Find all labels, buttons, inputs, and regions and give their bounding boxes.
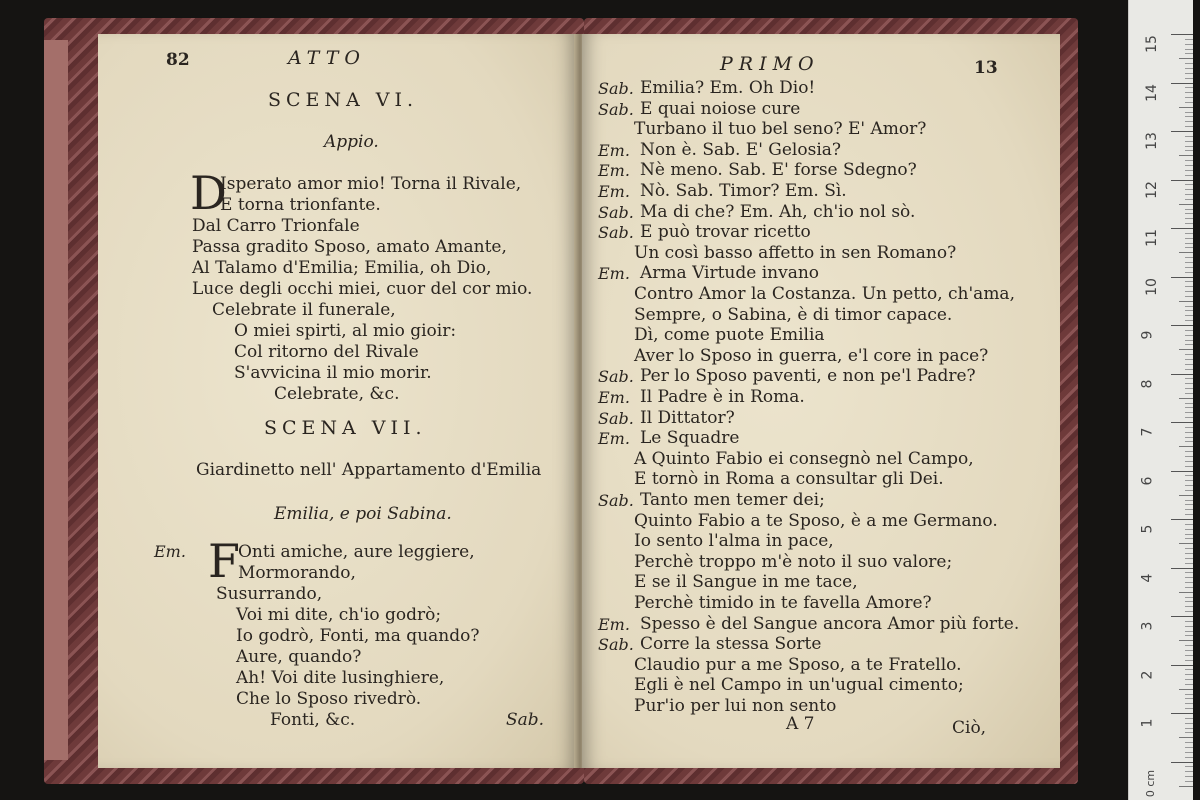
- ruler-tick: [1185, 150, 1193, 151]
- dialogue-line: Le Squadre: [640, 428, 740, 448]
- ruler-tick: [1185, 170, 1193, 171]
- ruler-tick: [1179, 252, 1193, 253]
- ruler-tick: [1185, 669, 1193, 670]
- ruler-number: 1: [1139, 718, 1156, 728]
- dialogue-line: Tanto men temer dei;: [640, 490, 825, 510]
- ruler-tick: [1185, 606, 1193, 607]
- ruler-tick: [1179, 640, 1193, 641]
- dialogue-line: Per lo Sposo paventi, e non pe'l Padre?: [640, 366, 976, 386]
- ruler-tick: [1179, 689, 1193, 690]
- ruler-tick: [1185, 601, 1193, 602]
- ruler-tick: [1185, 553, 1193, 554]
- ruler-tick: [1185, 102, 1193, 103]
- ruler-tick: [1185, 417, 1193, 418]
- ruler-tick: [1185, 383, 1193, 384]
- ruler-tick: [1171, 325, 1193, 326]
- dialogue-line: Aver lo Sposo in guerra, e'l core in pace?: [634, 346, 989, 366]
- ruler-tick: [1185, 742, 1193, 743]
- dialogue-line: Turbano il tuo bel seno? E' Amor?: [634, 119, 927, 139]
- ruler-tick: [1185, 272, 1193, 273]
- character-list: Emilia, e poi Sabina.: [274, 504, 452, 524]
- ruler-number: 7: [1139, 427, 1156, 437]
- scene-heading: SCENA VI.: [268, 89, 419, 111]
- ruler-tick: [1185, 548, 1193, 549]
- verse-line: Io godrò, Fonti, ma quando?: [236, 626, 480, 646]
- running-header: ATTO: [288, 47, 366, 69]
- dialogue-line: Corre la stessa Sorte: [640, 634, 822, 654]
- ruler-tick: [1179, 301, 1193, 302]
- page-number: 13: [974, 58, 998, 78]
- ruler-number: 10: [1143, 278, 1160, 296]
- verse-line: Celebrate il funerale,: [212, 300, 396, 320]
- ruler-tick: [1185, 771, 1193, 772]
- ruler-tick: [1185, 296, 1193, 297]
- speaker-label: Em.: [598, 182, 630, 201]
- ruler-tick: [1185, 310, 1193, 311]
- scene-setting: Giardinetto nell' Appartamento d'Emilia: [196, 460, 542, 480]
- ruler-tick: [1185, 461, 1193, 462]
- ruler-tick: [1185, 679, 1193, 680]
- ruler-tick: [1185, 597, 1193, 598]
- ruler-tick: [1185, 218, 1193, 219]
- speaker-label: Sab.: [598, 100, 634, 119]
- ruler-tick: [1185, 97, 1193, 98]
- ruler-tick: [1185, 92, 1193, 93]
- ruler-tick: [1185, 752, 1193, 753]
- verse-line: Passa gradito Sposo, amato Amante,: [192, 237, 507, 257]
- ruler-tick: [1185, 456, 1193, 457]
- ruler-tick: [1185, 412, 1193, 413]
- drop-cap: F: [208, 534, 240, 588]
- verse-line: Susurrando,: [216, 584, 323, 604]
- ruler-tick: [1185, 655, 1193, 656]
- speaker-label: Em.: [598, 388, 630, 407]
- ruler-tick: [1179, 446, 1193, 447]
- ruler-tick: [1185, 160, 1193, 161]
- ruler-tick: [1185, 369, 1193, 370]
- ruler-tick: [1185, 78, 1193, 79]
- ruler-tick: [1185, 529, 1193, 530]
- ruler-tick: [1171, 228, 1193, 229]
- dialogue-line: Contro Amor la Costanza. Un petto, ch'ama,: [634, 284, 1015, 304]
- verse-line: O miei spirti, al mio gioir:: [234, 321, 457, 341]
- ruler-tick: [1185, 645, 1193, 646]
- ruler-tick: [1185, 631, 1193, 632]
- ruler-tick: [1185, 199, 1193, 200]
- ruler-tick: [1185, 582, 1193, 583]
- dialogue-line: Il Padre è in Roma.: [640, 387, 805, 407]
- ruler-tick: [1171, 713, 1193, 714]
- ruler-tick: [1185, 112, 1193, 113]
- verse-line: Voi mi dite, ch'io godrò;: [236, 605, 442, 625]
- ruler-tick: [1171, 422, 1193, 423]
- dialogue-line: E se il Sangue in me tace,: [634, 572, 858, 592]
- verse-line: Luce degli occhi miei, cuor del cor mio.: [192, 279, 533, 299]
- ruler-tick: [1185, 728, 1193, 729]
- verse-line: Fonti, &c.: [270, 710, 356, 730]
- ruler-number: 3: [1139, 621, 1156, 631]
- ruler-tick: [1185, 708, 1193, 709]
- character-name: Appio.: [324, 132, 379, 152]
- speaker-label: Sab.: [598, 409, 634, 428]
- ruler-tick: [1179, 398, 1193, 399]
- ruler-unit: 0 cm: [1144, 769, 1158, 798]
- measurement-ruler: [1128, 0, 1193, 800]
- cover-edge: [44, 40, 68, 760]
- ruler-tick: [1185, 281, 1193, 282]
- ruler-tick: [1179, 495, 1193, 496]
- dialogue-line: Nò. Sab. Timor? Em. Sì.: [640, 181, 847, 201]
- dialogue-line: E può trovar ricetto: [640, 222, 811, 242]
- speaker-label: Sab.: [598, 79, 634, 98]
- verse-line: Onti amiche, aure leggiere,: [238, 542, 475, 562]
- dialogue-line: Spesso è del Sangue ancora Amor più forte.: [640, 614, 1020, 634]
- verse-line: Col ritorno del Rivale: [234, 342, 419, 362]
- ruler-tick: [1185, 781, 1193, 782]
- ruler-tick: [1185, 63, 1193, 64]
- ruler-tick: [1185, 335, 1193, 336]
- ruler-tick: [1185, 146, 1193, 147]
- ruler-tick: [1185, 475, 1193, 476]
- ruler-tick: [1185, 480, 1193, 481]
- ruler-tick: [1185, 257, 1193, 258]
- dialogue-line: Ma di che? Em. Ah, ch'io nol sò.: [640, 202, 916, 222]
- ruler-number: 5: [1139, 524, 1156, 534]
- signature-mark: A 7: [786, 714, 815, 734]
- ruler-tick: [1179, 349, 1193, 350]
- ruler-tick: [1185, 213, 1193, 214]
- ruler-tick: [1179, 737, 1193, 738]
- ruler-tick: [1185, 306, 1193, 307]
- ruler-tick: [1185, 315, 1193, 316]
- ruler-tick: [1185, 44, 1193, 45]
- ruler-tick: [1185, 209, 1193, 210]
- left-page: [98, 34, 576, 768]
- ruler-tick: [1185, 49, 1193, 50]
- ruler-tick: [1185, 393, 1193, 394]
- ruler-tick: [1185, 359, 1193, 360]
- dialogue-line: Nè meno. Sab. E' forse Sdegno?: [640, 160, 917, 180]
- ruler-tick: [1185, 267, 1193, 268]
- speaker-label: Em.: [598, 615, 630, 634]
- ruler-tick: [1185, 238, 1193, 239]
- ruler-tick: [1185, 694, 1193, 695]
- speaker-label: Em.: [598, 264, 630, 283]
- ruler-tick: [1185, 291, 1193, 292]
- ruler-tick: [1185, 233, 1193, 234]
- ruler-tick: [1185, 611, 1193, 612]
- ruler-tick: [1185, 73, 1193, 74]
- verse-line: Aure, quando?: [236, 647, 362, 667]
- speaker-label: Sab.: [598, 203, 634, 222]
- verse-line: Isperato amor mio! Torna il Rivale,: [220, 174, 522, 194]
- ruler-tick: [1185, 364, 1193, 365]
- ruler-tick: [1185, 407, 1193, 408]
- ruler-number: 12: [1143, 181, 1160, 199]
- dialogue-line: Quinto Fabio a te Sposo, è a me Germano.: [634, 511, 998, 531]
- ruler-number: 13: [1143, 132, 1160, 150]
- verse-line: Che lo Sposo rivedrò.: [236, 689, 422, 709]
- ruler-number: 2: [1139, 670, 1156, 680]
- ruler-tick: [1185, 320, 1193, 321]
- ruler-tick: [1185, 766, 1193, 767]
- verse-line: Al Talamo d'Emilia; Emilia, oh Dio,: [192, 258, 492, 278]
- ruler-tick: [1185, 660, 1193, 661]
- ruler-tick: [1185, 437, 1193, 438]
- ruler-tick: [1185, 243, 1193, 244]
- ruler-tick: [1171, 83, 1193, 84]
- ruler-tick: [1185, 344, 1193, 345]
- drop-cap: D: [190, 166, 227, 220]
- ruler-tick: [1179, 155, 1193, 156]
- ruler-tick: [1171, 568, 1193, 569]
- ruler-number: 4: [1139, 573, 1156, 583]
- ruler-tick: [1179, 58, 1193, 59]
- ruler-tick: [1185, 500, 1193, 501]
- dialogue-line: Sempre, o Sabina, è di timor capace.: [634, 305, 953, 325]
- ruler-tick: [1185, 141, 1193, 142]
- ruler-tick: [1185, 165, 1193, 166]
- verse-line: Ah! Voi dite lusinghiere,: [236, 668, 445, 688]
- ruler-tick: [1185, 388, 1193, 389]
- speaker-label: Em.: [154, 542, 186, 561]
- ruler-tick: [1185, 732, 1193, 733]
- dialogue-line: Dì, come puote Emilia: [634, 325, 825, 345]
- ruler-tick: [1185, 378, 1193, 379]
- dialogue-line: Perchè troppo m'è noto il suo valore;: [634, 552, 953, 572]
- dialogue-line: Un così basso affetto in sen Romano?: [634, 243, 957, 263]
- ruler-tick: [1185, 757, 1193, 758]
- ruler-tick: [1185, 340, 1193, 341]
- ruler-tick: [1185, 703, 1193, 704]
- ruler-tick: [1185, 577, 1193, 578]
- page-number: 82: [166, 50, 190, 70]
- ruler-tick: [1185, 718, 1193, 719]
- catchword: Ciò,: [952, 718, 987, 738]
- ruler-tick: [1185, 514, 1193, 515]
- scene-heading: SCENA VII.: [264, 417, 427, 439]
- ruler-number: 15: [1143, 35, 1160, 53]
- verse-line: Dal Carro Trionfale: [192, 216, 360, 236]
- dialogue-line: Il Dittator?: [640, 408, 735, 428]
- ruler-tick: [1185, 572, 1193, 573]
- ruler-tick: [1171, 665, 1193, 666]
- ruler-tick: [1185, 626, 1193, 627]
- speaker-label: Sab.: [598, 367, 634, 386]
- ruler-tick: [1185, 136, 1193, 137]
- ruler-tick: [1185, 354, 1193, 355]
- ruler-tick: [1185, 39, 1193, 40]
- ruler-tick: [1185, 441, 1193, 442]
- ruler-number: 8: [1139, 379, 1156, 389]
- speaker-label: Em.: [598, 161, 630, 180]
- ruler-tick: [1185, 538, 1193, 539]
- ruler-tick: [1185, 587, 1193, 588]
- ruler-tick: [1185, 776, 1193, 777]
- ruler-tick: [1171, 131, 1193, 132]
- ruler-tick: [1185, 286, 1193, 287]
- running-header: PRIMO: [720, 53, 820, 75]
- dialogue-line: Arma Virtude invano: [640, 263, 820, 283]
- verse-line: Celebrate, &c.: [274, 384, 400, 404]
- catchword: Sab.: [506, 710, 545, 730]
- ruler-tick: [1171, 762, 1193, 763]
- ruler-tick: [1171, 471, 1193, 472]
- ruler-tick: [1171, 34, 1193, 35]
- ruler-tick: [1185, 184, 1193, 185]
- dialogue-line: E quai noiose cure: [640, 99, 801, 119]
- ruler-tick: [1185, 189, 1193, 190]
- ruler-tick: [1185, 175, 1193, 176]
- verse-line: S'avvicina il mio morir.: [234, 363, 432, 383]
- ruler-number: 11: [1143, 229, 1160, 247]
- ruler-tick: [1185, 723, 1193, 724]
- ruler-tick: [1185, 223, 1193, 224]
- ruler-tick: [1185, 674, 1193, 675]
- speaker-label: Em.: [598, 141, 630, 160]
- speaker-label: Sab.: [598, 223, 634, 242]
- dialogue-line: A Quinto Fabio ei consegnò nel Campo,: [634, 449, 974, 469]
- ruler-tick: [1185, 650, 1193, 651]
- ruler-number: 9: [1139, 330, 1156, 340]
- ruler-tick: [1185, 509, 1193, 510]
- ruler-tick: [1185, 87, 1193, 88]
- ruler-tick: [1185, 534, 1193, 535]
- ruler-tick: [1185, 558, 1193, 559]
- ruler-number: 14: [1143, 84, 1160, 102]
- dialogue-line: Perchè timido in te favella Amore?: [634, 593, 932, 613]
- ruler-tick: [1179, 107, 1193, 108]
- ruler-tick: [1185, 432, 1193, 433]
- ruler-tick: [1185, 126, 1193, 127]
- ruler-tick: [1185, 247, 1193, 248]
- dialogue-line: Io sento l'alma in pace,: [634, 531, 834, 551]
- ruler-tick: [1171, 616, 1193, 617]
- ruler-tick: [1185, 485, 1193, 486]
- ruler-tick: [1179, 592, 1193, 593]
- dialogue-line: Claudio pur a me Sposo, a te Fratello.: [634, 655, 962, 675]
- ruler-tick: [1185, 116, 1193, 117]
- dialogue-line: Emilia? Em. Oh Dio!: [640, 78, 816, 98]
- ruler-tick: [1179, 786, 1193, 787]
- right-page: [582, 34, 1060, 768]
- ruler-tick: [1185, 403, 1193, 404]
- dialogue-line: Pur'io per lui non sento: [634, 696, 837, 716]
- ruler-tick: [1185, 635, 1193, 636]
- dialogue-line: Egli è nel Campo in un'ugual cimento;: [634, 675, 964, 695]
- ruler-tick: [1185, 121, 1193, 122]
- speaker-label: Sab.: [598, 491, 634, 510]
- dialogue-line: Non è. Sab. E' Gelosia?: [640, 140, 842, 160]
- speaker-label: Em.: [598, 429, 630, 448]
- ruler-tick: [1185, 427, 1193, 428]
- ruler-tick: [1185, 68, 1193, 69]
- verse-line: Mormorando,: [238, 563, 356, 583]
- ruler-tick: [1185, 747, 1193, 748]
- ruler-tick: [1185, 194, 1193, 195]
- ruler-tick: [1185, 451, 1193, 452]
- ruler-tick: [1171, 180, 1193, 181]
- ruler-tick: [1185, 330, 1193, 331]
- ruler-tick: [1185, 621, 1193, 622]
- dialogue-line: E tornò in Roma a consultar gli Dei.: [634, 469, 944, 489]
- verse-line: E torna trionfante.: [220, 195, 381, 215]
- ruler-tick: [1185, 524, 1193, 525]
- ruler-tick: [1171, 519, 1193, 520]
- ruler-tick: [1179, 204, 1193, 205]
- ruler-number: 6: [1139, 476, 1156, 486]
- ruler-tick: [1185, 698, 1193, 699]
- ruler-tick: [1185, 684, 1193, 685]
- ruler-tick: [1171, 277, 1193, 278]
- ruler-tick: [1185, 466, 1193, 467]
- ruler-tick: [1185, 490, 1193, 491]
- ruler-tick: [1179, 543, 1193, 544]
- ruler-tick: [1185, 53, 1193, 54]
- ruler-tick: [1185, 262, 1193, 263]
- ruler-tick: [1171, 374, 1193, 375]
- ruler-tick: [1185, 563, 1193, 564]
- speaker-label: Sab.: [598, 635, 634, 654]
- ruler-tick: [1185, 504, 1193, 505]
